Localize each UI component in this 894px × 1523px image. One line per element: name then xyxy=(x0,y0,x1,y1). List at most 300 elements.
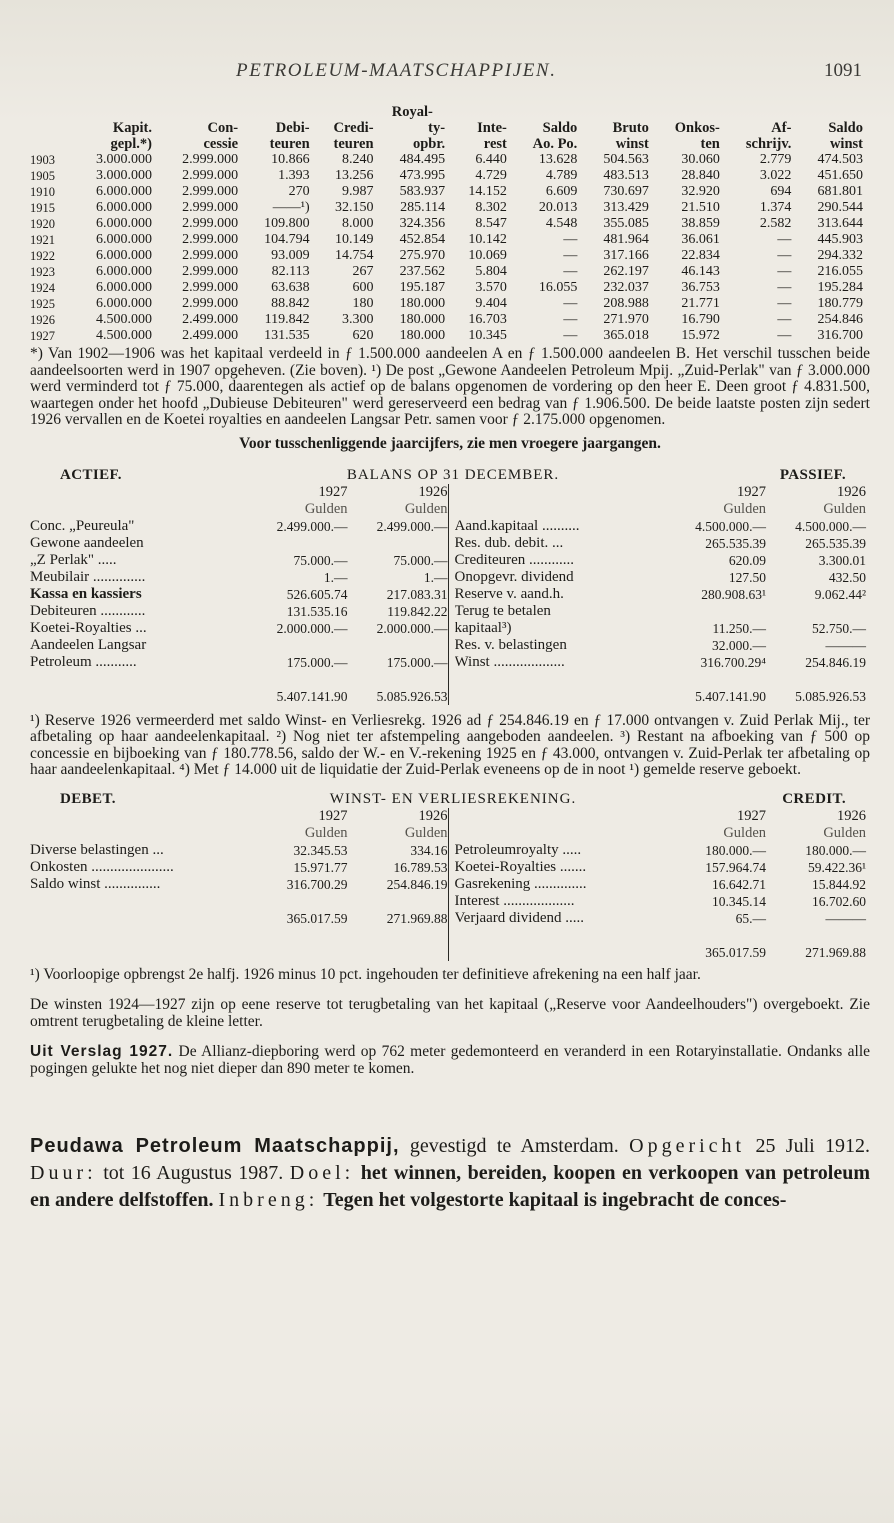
account-label: Saldo winst ............... xyxy=(30,875,161,892)
table-cell: 694 xyxy=(770,184,792,199)
column-header: Kapit. xyxy=(112,120,152,136)
account-label: Res. v. belastingen xyxy=(454,636,567,653)
pl-headings xyxy=(30,791,866,808)
table-cell: 583.937 xyxy=(399,184,446,199)
spacer xyxy=(455,501,667,518)
table-cell: 730.697 xyxy=(603,184,649,199)
account-row xyxy=(30,654,448,671)
account-label: Onopgevr. dividend xyxy=(454,568,574,585)
table-cell: 3.000.000 xyxy=(96,168,152,183)
year-1926: 1926 xyxy=(418,807,448,824)
table-cell: 36.753 xyxy=(681,280,720,295)
account-row xyxy=(455,569,867,586)
table-row xyxy=(30,152,866,168)
table-cell: 88.842 xyxy=(271,296,310,311)
account-value-1927: 2.000.000.— xyxy=(276,620,348,636)
table-row xyxy=(30,280,866,296)
account-value-1926: 254.846.19 xyxy=(386,876,448,892)
account-label: Reserve v. aand.h. xyxy=(454,585,564,602)
table-row xyxy=(30,264,866,280)
company-name: Peudawa Petroleum Maatschappij, xyxy=(30,1135,400,1157)
credit-heading: CREDIT. xyxy=(782,790,846,807)
table-cell: 119.842 xyxy=(264,312,310,327)
table-cell: 8.547 xyxy=(475,216,507,231)
total-1927: 365.017.59 xyxy=(705,944,766,960)
table-cell: 46.143 xyxy=(681,264,720,279)
table-cell: 9.404 xyxy=(475,296,507,311)
account-value-1926: 119.842.22 xyxy=(387,603,448,619)
account-value-1927: 127.50 xyxy=(728,569,766,585)
table-cell: — xyxy=(563,232,578,247)
company-seat: gevestigd te Amsterdam. xyxy=(409,1135,619,1157)
account-value-1926: 15.844.92 xyxy=(812,876,866,892)
account-label: Gewone aandeelen xyxy=(30,534,144,551)
table-cell: 294.332 xyxy=(817,248,863,263)
account-value-1927: 32.345.53 xyxy=(293,842,348,858)
account-row xyxy=(30,535,448,552)
account-value-1927: 526.605.74 xyxy=(286,586,348,602)
table-cell: 3.022 xyxy=(759,168,792,183)
table-cell: — xyxy=(563,312,578,327)
account-value-1927 xyxy=(666,603,766,620)
table-cell: 22.834 xyxy=(681,248,720,263)
table-cell: 6.000.000 xyxy=(96,216,152,231)
unit-header-row xyxy=(30,825,448,842)
table-cell: 2.999.000 xyxy=(182,248,239,263)
table-cell: 109.800 xyxy=(264,216,310,231)
column-subheader: gepl.*) xyxy=(110,136,152,152)
table-cell: 451.650 xyxy=(817,168,863,183)
account-value-1926: 3.300.01 xyxy=(818,552,866,568)
running-title: PETROLEUM-MAATSCHAPPIJEN. xyxy=(236,60,557,81)
table-cell: 290.544 xyxy=(817,200,863,215)
account-value-1926: 52.750.— xyxy=(812,620,866,636)
table-cell: 14.754 xyxy=(335,248,374,263)
account-row xyxy=(455,654,867,671)
year-cell: 1925 xyxy=(30,297,55,311)
table-cell: 6.000.000 xyxy=(96,264,152,279)
table-cell: 6.000.000 xyxy=(96,200,152,215)
table-cell: 2.999.000 xyxy=(182,168,239,183)
account-label: Koetei-Royalties ....... xyxy=(454,858,587,875)
year-header-row xyxy=(30,484,448,501)
account-value-1926: 2.499.000.— xyxy=(376,518,448,534)
year-1927: 1927 xyxy=(318,807,348,824)
account-row xyxy=(30,842,448,859)
credit-side xyxy=(448,808,867,961)
unit-header-row xyxy=(455,825,867,842)
table-cell: — xyxy=(777,280,792,295)
account-label: Onkosten ...................... xyxy=(30,858,174,875)
table-cell: 481.964 xyxy=(603,232,649,247)
account-row xyxy=(455,859,867,876)
spacer xyxy=(455,808,667,825)
account-label: Diverse belastingen ... xyxy=(30,841,164,858)
account-value-1926: 16.789.53 xyxy=(393,859,448,875)
column-header: Onkos- xyxy=(674,120,720,136)
table-cell: 195.284 xyxy=(817,280,863,295)
column-header: Debi- xyxy=(275,120,310,136)
spacer-row xyxy=(455,671,867,688)
column-subheader: winst xyxy=(615,136,649,152)
table-cell: 21.510 xyxy=(681,200,720,215)
account-value-1927: 75.000.— xyxy=(293,552,348,568)
table-cell: — xyxy=(777,312,792,327)
pl-footnote: ¹) Voorloopige opbrengst 2e halfj. 1926 minus 10 pct. ingehouden ter definitieve afrekening na een half jaar. xyxy=(30,965,701,983)
account-row xyxy=(455,518,867,535)
account-value-1926: 16.702.60 xyxy=(812,893,866,909)
table-cell: 8.302 xyxy=(475,200,507,215)
account-value-1927: 4.500.000.— xyxy=(695,518,766,534)
account-value-1926 xyxy=(766,603,866,620)
table-cell: 2.999.000 xyxy=(182,264,239,279)
table-cell: 4.548 xyxy=(545,216,578,231)
table-row xyxy=(30,312,866,328)
table-row xyxy=(30,296,866,312)
table-cell: 16.055 xyxy=(538,280,578,295)
table-cell: — xyxy=(777,296,792,311)
table-cell: 2.999.000 xyxy=(182,152,239,167)
winst-note: De winsten 1924—1927 zijn op eene reserve tot terugbetaling van het kapitaal („Reserve voor Aandeelhouders") overgeboekt. Zie omtrent terugbetaling de kleine letter. xyxy=(30,996,870,1030)
opgericht-key: Opgericht xyxy=(629,1135,746,1157)
account-value-1927: 280.908.63¹ xyxy=(701,586,766,602)
account-value-1927: 32.000.— xyxy=(712,637,766,653)
account-row xyxy=(30,637,448,654)
page-header xyxy=(0,60,894,86)
account-row xyxy=(455,637,867,654)
account-value-1926: 432.50 xyxy=(828,569,866,585)
duur-value: tot 16 Augustus 1987. xyxy=(103,1162,284,1184)
account-label: Conc. „Peureula" xyxy=(30,517,135,534)
year-cell: 1903 xyxy=(30,153,55,167)
account-label: Kassa en kassiers xyxy=(30,585,142,602)
table-cell: 16.703 xyxy=(468,312,507,327)
table-cell: 104.794 xyxy=(264,232,310,247)
table-cell: 13.628 xyxy=(538,152,578,167)
spacer xyxy=(455,484,667,501)
table-cell: 6.440 xyxy=(475,152,507,167)
year-cell: 1923 xyxy=(30,265,55,279)
table-cell: 8.000 xyxy=(342,216,374,231)
table-cell: 180.000 xyxy=(399,328,446,343)
account-value-1926: ——— xyxy=(825,910,866,926)
table-cell: ——¹) xyxy=(272,200,310,215)
table-cell: 32.920 xyxy=(681,184,720,199)
table-cell: 180.000 xyxy=(399,296,446,311)
account-value-1926 xyxy=(348,637,448,654)
table-cell: 254.846 xyxy=(817,312,863,327)
table-cell: 1.374 xyxy=(759,200,792,215)
account-label: Interest ................... xyxy=(454,892,575,909)
table-cell: 232.037 xyxy=(603,280,649,295)
table-cell: 474.503 xyxy=(817,152,863,167)
totals-row xyxy=(30,910,448,927)
year-cell: 1905 xyxy=(30,169,55,183)
table-cell: 324.356 xyxy=(399,216,446,231)
totals-row xyxy=(455,688,867,705)
account-value-1926 xyxy=(348,535,448,552)
account-value-1927: 15.971.77 xyxy=(293,859,348,875)
table-cell: — xyxy=(563,328,578,343)
table-cell: 6.000.000 xyxy=(96,248,152,263)
account-value-1927: 1.— xyxy=(323,569,348,585)
table-cell: 4.500.000 xyxy=(96,312,152,327)
year-cell: 1924 xyxy=(30,281,55,295)
spacer xyxy=(30,688,248,705)
table-cell: 2.999.000 xyxy=(182,216,239,231)
column-subheader: schrijv. xyxy=(745,136,792,152)
total-1926: 5.085.926.53 xyxy=(376,688,448,704)
account-row xyxy=(30,876,448,893)
spacer xyxy=(30,808,248,825)
spacer xyxy=(30,910,248,927)
account-value-1926: ——— xyxy=(825,637,866,653)
account-value-1927: 316.700.29⁴ xyxy=(700,654,766,670)
table-cell: 6.000.000 xyxy=(96,280,152,295)
account-label: Petroleum ........... xyxy=(30,653,137,670)
account-value-1927 xyxy=(248,637,348,654)
column-header: Credi- xyxy=(333,120,374,136)
table-cell: 3.300 xyxy=(342,312,374,327)
passief-heading: PASSIEF. xyxy=(779,466,846,483)
account-row xyxy=(455,586,867,603)
account-row xyxy=(455,620,867,637)
intermediate-years-note: Voor tusschenliggende jaarcijfers, zie men vroegere jaargangen. xyxy=(239,434,661,452)
table-cell: 82.113 xyxy=(271,264,310,279)
table-cell: — xyxy=(563,296,578,311)
account-label: Koetei-Royalties ... xyxy=(30,619,147,636)
balance-headings xyxy=(30,467,866,484)
account-label: Debiteuren ............ xyxy=(30,602,146,619)
spacer xyxy=(455,944,667,961)
account-value-1926: 9.062.44² xyxy=(814,586,866,602)
table-row xyxy=(30,328,866,344)
table-cell: 10.142 xyxy=(468,232,507,247)
table-row xyxy=(30,168,866,184)
account-value-1926: 175.000.— xyxy=(386,654,448,670)
table-cell: 93.009 xyxy=(271,248,310,263)
table-cell: 316.700 xyxy=(817,328,863,343)
table-cell: 2.999.000 xyxy=(182,184,239,199)
year-1926: 1926 xyxy=(837,483,866,500)
table-cell: 15.972 xyxy=(681,328,720,343)
table-cell: 63.638 xyxy=(271,280,310,295)
account-label: kapitaal³) xyxy=(454,619,512,636)
account-label: Winst ................... xyxy=(454,653,565,670)
table-cell: 32.150 xyxy=(335,200,374,215)
table-cell: 271.970 xyxy=(603,312,649,327)
account-row xyxy=(455,603,867,620)
account-label: Meubilair .............. xyxy=(30,568,146,585)
table-cell: 484.495 xyxy=(399,152,446,167)
account-value-1926: 180.000.— xyxy=(805,842,866,858)
royalty-top-head: Royal- xyxy=(391,104,433,120)
account-label: Aand.kapitaal .......... xyxy=(454,517,580,534)
table-cell: 317.166 xyxy=(603,248,649,263)
balance-sheet xyxy=(30,467,866,705)
account-value-1926: 265.535.39 xyxy=(805,535,866,551)
table-row xyxy=(30,248,866,264)
table-cell: 2.779 xyxy=(759,152,792,167)
account-value-1926: 2.000.000.— xyxy=(376,620,448,636)
table-cell: 355.085 xyxy=(603,216,649,231)
table-cell: 681.801 xyxy=(817,184,863,199)
table-row xyxy=(30,184,866,200)
verslag-text: De Allianz-diepboring werd op 762 meter gedemonteerd en veranderd in een Rotaryinstallatie. Ondanks alle pogingen gelukte het nog niet dieper dan 890 meter te komen. xyxy=(30,1043,870,1077)
table-cell: 180.000 xyxy=(399,312,446,327)
table-cell: 313.429 xyxy=(603,200,649,215)
table-cell: 6.000.000 xyxy=(96,232,152,247)
column-subheader: teuren xyxy=(333,136,374,152)
account-value-1927: 157.964.74 xyxy=(705,859,766,875)
table-cell: 21.771 xyxy=(681,296,720,311)
year-1927: 1927 xyxy=(318,483,348,500)
year-1927: 1927 xyxy=(737,483,766,500)
capital-footnote: *) Van 1902—1906 was het kapitaal verdeeld in ƒ 1.500.000 aandeelen A en ƒ 1.500.000 aandeelen B. Het verschil tusschen beide aandeelsoorten werd in 1907 opgeheven. (Zie boven). ¹) De post „Gewone Aandeelen Petroleum Mpij. „Zuid-Perlak" van ƒ 3.000.000 werd verminderd tot ƒ 75.000, daarentegen als actief op de balans opgenomen de vordering op den heer E. Deen groot ƒ 4.831.500, waartegen onder het hoofd „Dubieuse Debiteuren" werd gereserveerd een bedrag van ƒ 1.906.500. De beide laatste posten zijn sedert 1926 vervallen en de Koetei royalties en aandeelen Langsar Petr. samen voor ƒ 2.175.000 opgenomen. xyxy=(30,345,870,428)
column-subheader: winst xyxy=(829,136,863,152)
opgericht-value: 25 Juli 1912. xyxy=(755,1135,871,1157)
table-cell: 180.779 xyxy=(817,296,863,311)
account-value-1927: 16.642.71 xyxy=(712,876,766,892)
unit-label: Gulden xyxy=(404,824,448,841)
table-cell: 620 xyxy=(352,328,374,343)
table-cell: 10.069 xyxy=(468,248,507,263)
column-header: Saldo xyxy=(828,120,863,136)
yearly-results-table xyxy=(30,104,866,344)
table-cell: 20.013 xyxy=(538,200,578,215)
table-cell: 2.999.000 xyxy=(182,232,239,247)
inbreng-key: Inbreng: xyxy=(218,1189,319,1211)
total-1926: 5.085.926.53 xyxy=(795,688,866,704)
table-cell: 16.790 xyxy=(681,312,720,327)
table-cell: 9.987 xyxy=(342,184,374,199)
pl-columns xyxy=(30,808,866,961)
table-cell: 10.345 xyxy=(468,328,507,343)
table-cell: 6.000.000 xyxy=(96,296,152,311)
table-header-row-2 xyxy=(30,136,866,152)
account-row xyxy=(455,893,867,910)
account-value-1926: 217.083.31 xyxy=(386,586,448,602)
profit-loss-account xyxy=(30,791,866,961)
account-label: „Z Perlak" ..... xyxy=(30,551,117,568)
account-label: Verjaard dividend ..... xyxy=(454,909,585,926)
unit-label: Gulden xyxy=(304,824,348,841)
company-entry xyxy=(30,1133,870,1214)
table-cell: 1.393 xyxy=(278,168,310,183)
duur-key: Duur: xyxy=(30,1162,97,1184)
account-value-1927: 316.700.29 xyxy=(286,876,348,892)
account-value-1927: 10.345.14 xyxy=(712,893,766,909)
table-cell: 5.804 xyxy=(475,264,507,279)
year-cell: 1915 xyxy=(30,201,55,215)
account-row xyxy=(30,586,448,603)
table-cell: 10.149 xyxy=(335,232,374,247)
table-cell: 38.859 xyxy=(681,216,720,231)
account-row xyxy=(30,518,448,535)
table-row xyxy=(30,200,866,216)
column-subheader: ten xyxy=(700,136,720,152)
year-header-row xyxy=(30,808,448,825)
account-value-1927: 131.535.16 xyxy=(286,603,348,619)
account-row xyxy=(30,569,448,586)
account-value-1927: 180.000.— xyxy=(705,842,766,858)
table-cell: 28.840 xyxy=(681,168,720,183)
table-cell: 2.499.000 xyxy=(182,312,239,327)
spacer-row xyxy=(455,927,867,944)
unit-label: Gulden xyxy=(723,824,766,841)
year-1926: 1926 xyxy=(418,483,448,500)
account-value-1927: 175.000.— xyxy=(286,654,348,670)
table-cell: 285.114 xyxy=(400,200,446,215)
column-header: Af- xyxy=(771,120,792,136)
total-1927: 5.407.141.90 xyxy=(695,688,766,704)
table-cell: 452.854 xyxy=(399,232,446,247)
balance-columns xyxy=(30,484,866,705)
unit-header-row xyxy=(30,501,448,518)
table-cell: — xyxy=(777,328,792,343)
column-header: Saldo xyxy=(542,120,578,136)
table-cell: 270 xyxy=(288,184,310,199)
table-body xyxy=(30,152,866,344)
year-header-row xyxy=(455,808,867,825)
balance-footnotes: ¹) Reserve 1926 vermeerderd met saldo Winst- en Verliesrekg. 1926 ad ƒ 254.846.19 en ƒ 17.000 ontvangen v. Zuid Perlak Mij., ter afbetaling op haar aandeelenkapitaal. ²) Nog niet ter afstempeling aangeboden aandeelen. ³) Restant na afboeking van ƒ 500 op concessie en bijboeking van ƒ 180.778.56, saldo der W.- en V.-rekening 1925 en ƒ 43.000, ontvangen v. Zuid-Perlak ter afbetaling op haar aandeelenkapitaal. ⁴) Met ƒ 14.000 uit de liquidatie der Zuid-Perlak eveneens op de in noot ¹) gemelde reserve geboekt. xyxy=(30,711,870,778)
account-row xyxy=(30,620,448,637)
unit-label: Gulden xyxy=(823,824,866,841)
table-cell: — xyxy=(777,232,792,247)
table-cell: 30.060 xyxy=(681,152,720,167)
account-value-1926: 254.846.19 xyxy=(805,654,866,670)
table-cell: 2.499.000 xyxy=(182,328,239,343)
table-cell: 4.789 xyxy=(545,168,578,183)
account-row xyxy=(455,535,867,552)
spacer xyxy=(455,825,667,842)
year-1927: 1927 xyxy=(737,807,766,824)
table-row xyxy=(30,232,866,248)
column-header: Bruto xyxy=(612,120,649,136)
table-cell: 36.061 xyxy=(681,232,720,247)
actief-side xyxy=(30,484,448,705)
table-cell: 2.999.000 xyxy=(182,280,239,295)
table-cell: 262.197 xyxy=(603,264,649,279)
account-value-1927: 265.535.39 xyxy=(705,535,766,551)
column-header: Con- xyxy=(207,120,239,136)
unit-label: Gulden xyxy=(823,500,866,517)
account-value-1926: 59.422.36¹ xyxy=(807,859,866,875)
table-cell: 6.609 xyxy=(545,184,578,199)
table-cell: 473.995 xyxy=(399,168,446,183)
inbreng-value: Tegen het volgestorte kapitaal is ingebracht de conces- xyxy=(323,1189,787,1211)
account-label: Gasrekening .............. xyxy=(454,875,587,892)
account-label: Crediteuren ............ xyxy=(454,551,575,568)
year-cell: 1910 xyxy=(30,185,55,199)
total-1926: 271.969.88 xyxy=(805,944,866,960)
account-value-1927: 11.250.— xyxy=(712,620,766,636)
account-value-1926: 4.500.000.— xyxy=(795,518,866,534)
year-cell: 1922 xyxy=(30,249,55,263)
table-row xyxy=(30,216,866,232)
verslag-paragraph xyxy=(30,1044,870,1077)
account-row xyxy=(30,552,448,569)
totals-row xyxy=(30,688,448,705)
table-cell: 275.970 xyxy=(399,248,446,263)
unit-label: Gulden xyxy=(404,500,448,517)
pl-title: WINST- EN VERLIESREKENING. xyxy=(329,790,577,807)
verslag-lead: Uit Verslag 1927. xyxy=(30,1043,174,1060)
account-row xyxy=(455,876,867,893)
table-cell: 131.535 xyxy=(264,328,310,343)
table-cell: 483.513 xyxy=(603,168,649,183)
account-label: Terug te betalen xyxy=(454,602,551,619)
